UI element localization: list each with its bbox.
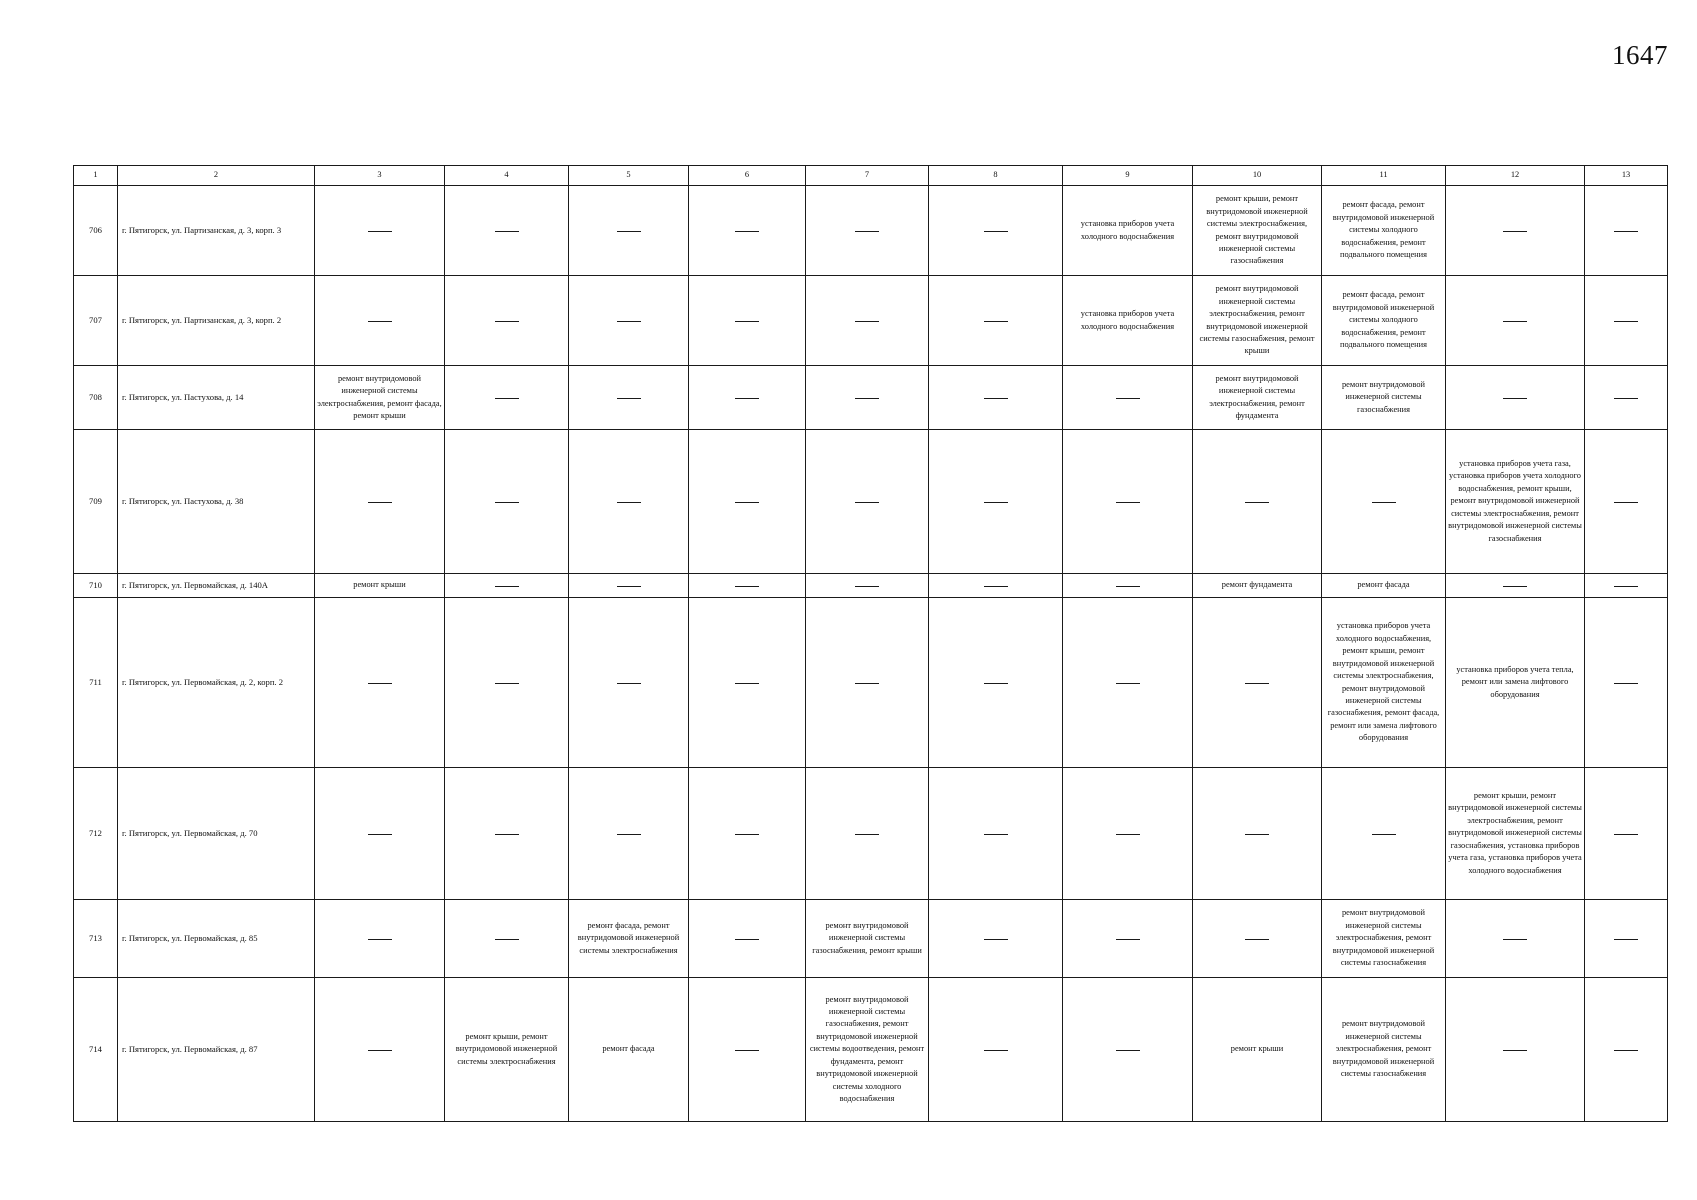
dash-mark xyxy=(1116,586,1140,587)
row-number-cell: 707 xyxy=(74,276,118,366)
table-row xyxy=(74,276,1668,366)
empty-cell xyxy=(445,574,569,598)
empty-cell xyxy=(929,430,1063,574)
repair-register-table xyxy=(73,165,1668,1122)
header-col-10: 10 xyxy=(1193,166,1322,186)
empty-cell xyxy=(689,900,806,978)
empty-cell xyxy=(1193,598,1322,768)
dash-mark xyxy=(1116,398,1140,399)
empty-cell xyxy=(929,768,1063,900)
dash-mark xyxy=(368,939,392,940)
dash-mark xyxy=(855,502,879,503)
dash-mark xyxy=(1503,231,1527,232)
dash-mark xyxy=(855,231,879,232)
dash-mark xyxy=(735,939,759,940)
empty-cell xyxy=(929,900,1063,978)
address-cell: г. Пятигорск, ул. Первомайская, д. 87 xyxy=(118,978,315,1122)
dash-mark xyxy=(1116,502,1140,503)
column-number-header xyxy=(74,166,1668,186)
dash-mark xyxy=(984,231,1008,232)
table-row xyxy=(74,768,1668,900)
empty-cell xyxy=(689,598,806,768)
empty-cell xyxy=(1063,768,1193,900)
header-col-6: 6 xyxy=(689,166,806,186)
dash-mark xyxy=(368,1050,392,1051)
empty-cell xyxy=(569,366,689,430)
empty-cell xyxy=(315,186,445,276)
dash-mark xyxy=(984,939,1008,940)
empty-cell xyxy=(315,430,445,574)
dash-mark xyxy=(495,231,519,232)
dash-mark xyxy=(617,834,641,835)
empty-cell xyxy=(315,900,445,978)
empty-cell xyxy=(806,574,929,598)
work-type-cell: ремонт крыши, ремонт внутридомовой инженерной системы электроснабжения, ремонт внутридомовой инженерной системы газоснабжения xyxy=(1193,186,1322,276)
work-type-cell: установка приборов учета газа, установка приборов учета холодного водоснабжения, ремонт крыши, ремонт внутридомовой инженерной системы электроснабжения, ремонт внутридомовой инженерной системы газоснабжения xyxy=(1446,430,1585,574)
row-number-cell: 708 xyxy=(74,366,118,430)
header-col-7: 7 xyxy=(806,166,929,186)
empty-cell xyxy=(689,978,806,1122)
empty-cell xyxy=(1063,574,1193,598)
dash-mark xyxy=(984,1050,1008,1051)
empty-cell xyxy=(689,186,806,276)
empty-cell xyxy=(445,598,569,768)
empty-cell xyxy=(1585,430,1668,574)
empty-cell xyxy=(1193,430,1322,574)
work-type-cell: ремонт внутридомовой инженерной системы газоснабжения xyxy=(1322,366,1446,430)
address-cell: г. Пятигорск, ул. Первомайская, д. 140А xyxy=(118,574,315,598)
work-type-cell: установка приборов учета тепла, ремонт или замена лифтового оборудования xyxy=(1446,598,1585,768)
row-number-cell: 709 xyxy=(74,430,118,574)
empty-cell xyxy=(1193,768,1322,900)
dash-mark xyxy=(855,834,879,835)
dash-mark xyxy=(984,683,1008,684)
dash-mark xyxy=(495,398,519,399)
empty-cell xyxy=(689,366,806,430)
work-type-cell: ремонт фасада xyxy=(569,978,689,1122)
empty-cell xyxy=(569,186,689,276)
dash-mark xyxy=(1116,683,1140,684)
empty-cell xyxy=(1446,978,1585,1122)
page-number: 1647 xyxy=(1612,40,1668,70)
dash-mark xyxy=(1614,683,1638,684)
header-col-8: 8 xyxy=(929,166,1063,186)
dash-mark xyxy=(617,321,641,322)
empty-cell xyxy=(929,366,1063,430)
empty-cell xyxy=(1585,978,1668,1122)
work-type-cell: ремонт фасада, ремонт внутридомовой инженерной системы холодного водоснабжения, ремонт подвального помещения xyxy=(1322,186,1446,276)
table-row xyxy=(74,430,1668,574)
header-col-5: 5 xyxy=(569,166,689,186)
row-number-cell: 714 xyxy=(74,978,118,1122)
work-type-cell: ремонт крыши xyxy=(1193,978,1322,1122)
work-type-cell: ремонт внутридомовой инженерной системы электроснабжения, ремонт фундамента xyxy=(1193,366,1322,430)
dash-mark xyxy=(1503,939,1527,940)
dash-mark xyxy=(1116,939,1140,940)
dash-mark xyxy=(368,231,392,232)
header-col-13: 13 xyxy=(1585,166,1668,186)
dash-mark xyxy=(1245,834,1269,835)
dash-mark xyxy=(368,502,392,503)
empty-cell xyxy=(1322,768,1446,900)
empty-cell xyxy=(445,430,569,574)
address-cell: г. Пятигорск, ул. Первомайская, д. 70 xyxy=(118,768,315,900)
empty-cell xyxy=(1585,598,1668,768)
empty-cell xyxy=(806,430,929,574)
dash-mark xyxy=(735,834,759,835)
table-row xyxy=(74,900,1668,978)
dash-mark xyxy=(1116,1050,1140,1051)
dash-mark xyxy=(617,398,641,399)
dash-mark xyxy=(1503,398,1527,399)
table-row xyxy=(74,598,1668,768)
work-type-cell: ремонт фасада, ремонт внутридомовой инженерной системы электроснабжения xyxy=(569,900,689,978)
table-row xyxy=(74,574,1668,598)
empty-cell xyxy=(1063,430,1193,574)
empty-cell xyxy=(1446,900,1585,978)
row-number-cell: 712 xyxy=(74,768,118,900)
dash-mark xyxy=(735,321,759,322)
dash-mark xyxy=(495,586,519,587)
dash-mark xyxy=(1614,398,1638,399)
empty-cell xyxy=(806,186,929,276)
dash-mark xyxy=(1503,1050,1527,1051)
empty-cell xyxy=(806,598,929,768)
dash-mark xyxy=(1614,231,1638,232)
work-type-cell: ремонт крыши xyxy=(315,574,445,598)
dash-mark xyxy=(1372,502,1396,503)
dash-mark xyxy=(368,321,392,322)
dash-mark xyxy=(984,321,1008,322)
work-type-cell: ремонт внутридомовой инженерной системы электроснабжения, ремонт фасада, ремонт крыши xyxy=(315,366,445,430)
dash-mark xyxy=(495,683,519,684)
header-col-1: 1 xyxy=(74,166,118,186)
dash-mark xyxy=(984,586,1008,587)
empty-cell xyxy=(445,276,569,366)
empty-cell xyxy=(569,430,689,574)
work-type-cell: ремонт крыши, ремонт внутридомовой инженерной системы электроснабжения xyxy=(445,978,569,1122)
empty-cell xyxy=(315,276,445,366)
empty-cell xyxy=(1193,900,1322,978)
work-type-cell: ремонт крыши, ремонт внутридомовой инженерной системы электроснабжения, ремонт внутридомовой инженерной системы газоснабжения, установка приборов учета газа, установка приборов учета холодного водоснабжения xyxy=(1446,768,1585,900)
empty-cell xyxy=(1585,574,1668,598)
empty-cell xyxy=(929,186,1063,276)
dash-mark xyxy=(617,586,641,587)
dash-mark xyxy=(1614,502,1638,503)
dash-mark xyxy=(495,502,519,503)
header-col-11: 11 xyxy=(1322,166,1446,186)
empty-cell xyxy=(1585,366,1668,430)
work-type-cell: ремонт фасада xyxy=(1322,574,1446,598)
empty-cell xyxy=(569,574,689,598)
work-type-cell: ремонт фундамента xyxy=(1193,574,1322,598)
empty-cell xyxy=(806,768,929,900)
empty-cell xyxy=(445,366,569,430)
address-cell: г. Пятигорск, ул. Партизанская, д. 3, корп. 3 xyxy=(118,186,315,276)
work-type-cell: ремонт внутридомовой инженерной системы газоснабжения, ремонт крыши xyxy=(806,900,929,978)
dash-mark xyxy=(368,834,392,835)
empty-cell xyxy=(689,430,806,574)
header-col-4: 4 xyxy=(445,166,569,186)
empty-cell xyxy=(1585,900,1668,978)
dash-mark xyxy=(617,683,641,684)
dash-mark xyxy=(1614,321,1638,322)
dash-mark xyxy=(984,834,1008,835)
empty-cell xyxy=(1063,900,1193,978)
empty-cell xyxy=(929,978,1063,1122)
table-body xyxy=(74,186,1668,1122)
empty-cell xyxy=(689,574,806,598)
work-type-cell: установка приборов учета холодного водоснабжения xyxy=(1063,276,1193,366)
dash-mark xyxy=(1245,502,1269,503)
dash-mark xyxy=(617,502,641,503)
empty-cell xyxy=(1446,574,1585,598)
dash-mark xyxy=(495,834,519,835)
dash-mark xyxy=(855,683,879,684)
dash-mark xyxy=(1614,586,1638,587)
dash-mark xyxy=(1372,834,1396,835)
empty-cell xyxy=(1585,276,1668,366)
work-type-cell: ремонт внутридомовой инженерной системы электроснабжения, ремонт внутридомовой инженерной системы газоснабжения, ремонт крыши xyxy=(1193,276,1322,366)
row-number-cell: 711 xyxy=(74,598,118,768)
address-cell: г. Пятигорск, ул. Первомайская, д. 2, корп. 2 xyxy=(118,598,315,768)
dash-mark xyxy=(984,398,1008,399)
dash-mark xyxy=(368,683,392,684)
table-row xyxy=(74,366,1668,430)
work-type-cell: ремонт внутридомовой инженерной системы газоснабжения, ремонт внутридомовой инженерной системы водоотведения, ремонт фундамента, ремонт внутридомовой инженерной системы холодного водоснабжения xyxy=(806,978,929,1122)
empty-cell xyxy=(1063,598,1193,768)
header-col-9: 9 xyxy=(1063,166,1193,186)
empty-cell xyxy=(1063,366,1193,430)
header-col-12: 12 xyxy=(1446,166,1585,186)
dash-mark xyxy=(1116,834,1140,835)
dash-mark xyxy=(855,398,879,399)
dash-mark xyxy=(855,586,879,587)
empty-cell xyxy=(569,598,689,768)
empty-cell xyxy=(1322,430,1446,574)
address-cell: г. Пятигорск, ул. Пастухова, д. 38 xyxy=(118,430,315,574)
empty-cell xyxy=(1446,186,1585,276)
work-type-cell: ремонт внутридомовой инженерной системы электроснабжения, ремонт внутридомовой инженерной системы газоснабжения xyxy=(1322,978,1446,1122)
empty-cell xyxy=(806,276,929,366)
dash-mark xyxy=(495,321,519,322)
table-row xyxy=(74,186,1668,276)
dash-mark xyxy=(1245,939,1269,940)
empty-cell xyxy=(689,768,806,900)
header-col-3: 3 xyxy=(315,166,445,186)
empty-cell xyxy=(1063,978,1193,1122)
table-row xyxy=(74,978,1668,1122)
row-number-cell: 710 xyxy=(74,574,118,598)
empty-cell xyxy=(1585,186,1668,276)
dash-mark xyxy=(735,502,759,503)
work-type-cell: ремонт фасада, ремонт внутридомовой инженерной системы холодного водоснабжения, ремонт подвального помещения xyxy=(1322,276,1446,366)
empty-cell xyxy=(445,900,569,978)
dash-mark xyxy=(495,939,519,940)
work-type-cell: установка приборов учета холодного водоснабжения, ремонт крыши, ремонт внутридомовой инженерной системы электроснабжения, ремонт внутридомовой инженерной системы газоснабжения, ремонт фасада, ремонт или замена лифтового оборудования xyxy=(1322,598,1446,768)
address-cell: г. Пятигорск, ул. Первомайская, д. 85 xyxy=(118,900,315,978)
dash-mark xyxy=(1614,834,1638,835)
dash-mark xyxy=(735,683,759,684)
header-col-2: 2 xyxy=(118,166,315,186)
work-type-cell: ремонт внутридомовой инженерной системы электроснабжения, ремонт внутридомовой инженерной системы газоснабжения xyxy=(1322,900,1446,978)
empty-cell xyxy=(806,366,929,430)
address-cell: г. Пятигорск, ул. Партизанская, д. 3, корп. 2 xyxy=(118,276,315,366)
empty-cell xyxy=(1446,276,1585,366)
address-cell: г. Пятигорск, ул. Пастухова, д. 14 xyxy=(118,366,315,430)
dash-mark xyxy=(984,502,1008,503)
dash-mark xyxy=(855,321,879,322)
empty-cell xyxy=(445,186,569,276)
dash-mark xyxy=(1614,939,1638,940)
empty-cell xyxy=(569,768,689,900)
work-type-cell: установка приборов учета холодного водоснабжения xyxy=(1063,186,1193,276)
dash-mark xyxy=(735,231,759,232)
empty-cell xyxy=(929,276,1063,366)
empty-cell xyxy=(1446,366,1585,430)
empty-cell xyxy=(689,276,806,366)
dash-mark xyxy=(617,231,641,232)
dash-mark xyxy=(1614,1050,1638,1051)
row-number-cell: 713 xyxy=(74,900,118,978)
dash-mark xyxy=(735,398,759,399)
dash-mark xyxy=(735,586,759,587)
empty-cell xyxy=(929,598,1063,768)
empty-cell xyxy=(929,574,1063,598)
empty-cell xyxy=(1585,768,1668,900)
dash-mark xyxy=(1245,683,1269,684)
row-number-cell: 706 xyxy=(74,186,118,276)
empty-cell xyxy=(315,768,445,900)
dash-mark xyxy=(1503,321,1527,322)
dash-mark xyxy=(1503,586,1527,587)
empty-cell xyxy=(445,768,569,900)
dash-mark xyxy=(735,1050,759,1051)
empty-cell xyxy=(315,978,445,1122)
empty-cell xyxy=(569,276,689,366)
empty-cell xyxy=(315,598,445,768)
